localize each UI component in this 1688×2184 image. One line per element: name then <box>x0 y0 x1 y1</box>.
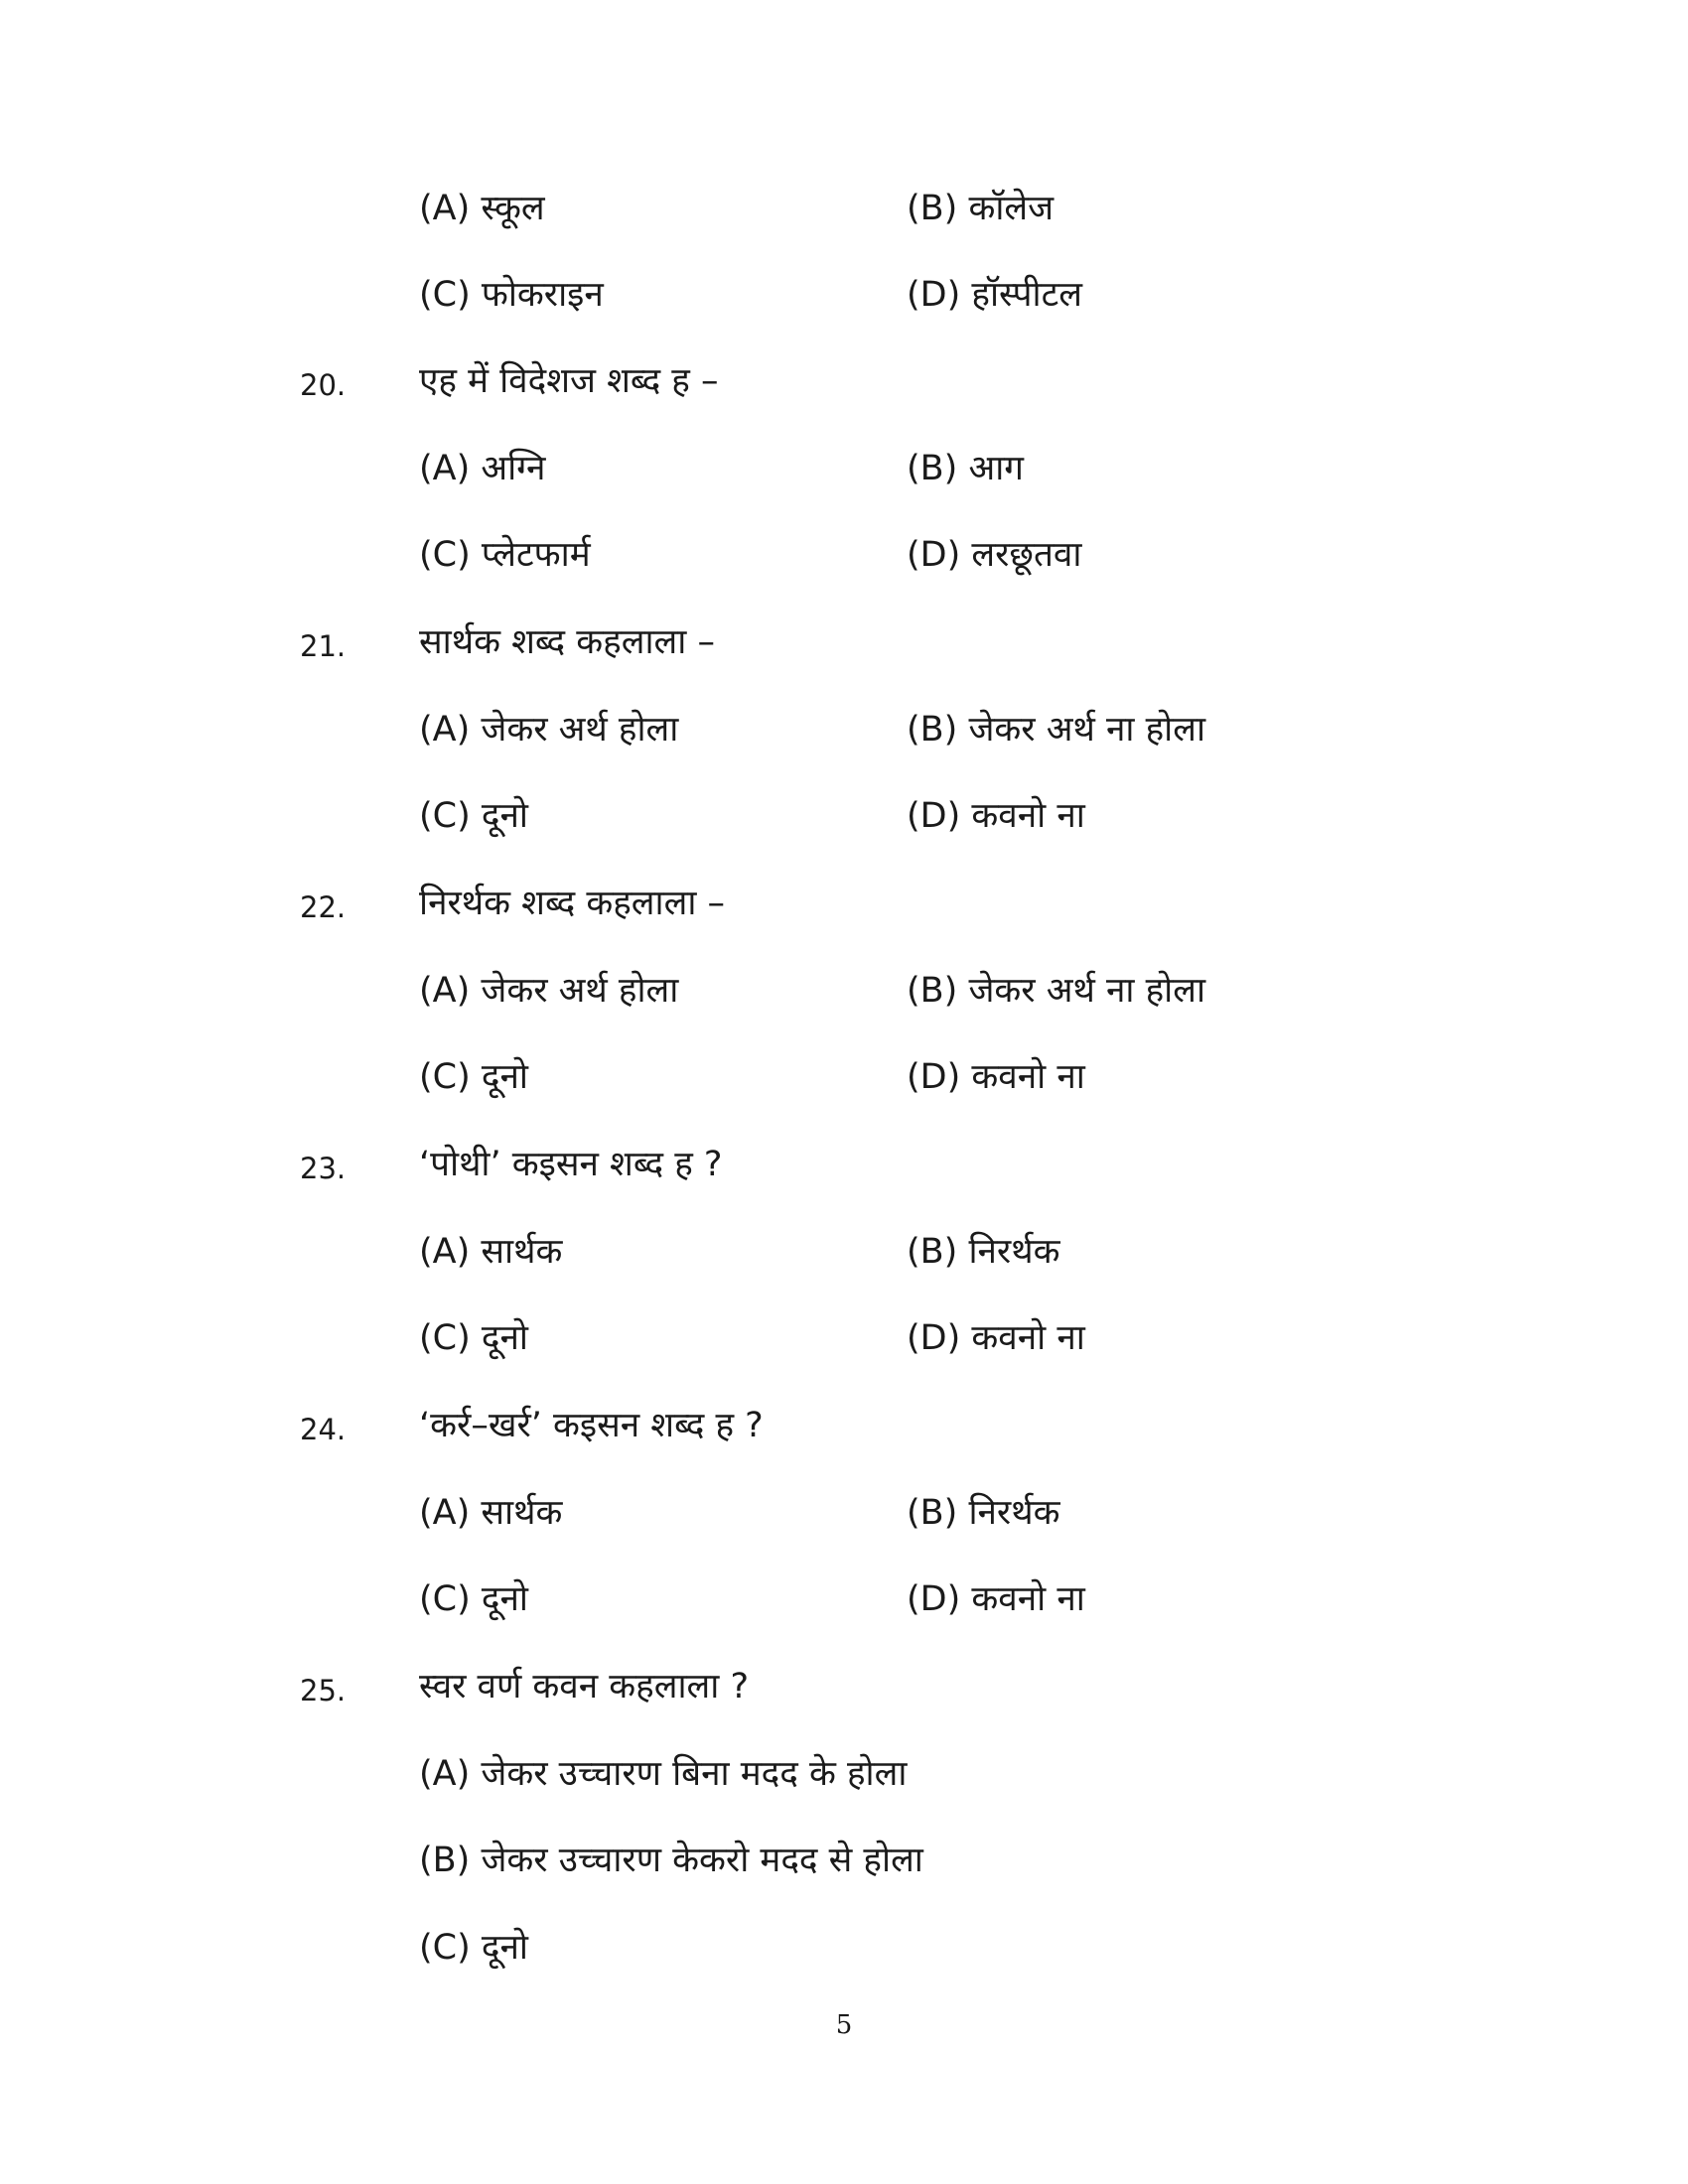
option-c: (C) दूनो <box>419 796 528 836</box>
option-c: (C) दूनो <box>419 1318 528 1358</box>
question-25 <box>0 1657 1688 1716</box>
option-c: (C) फोकराइन <box>419 275 604 315</box>
question-number: 23. <box>300 1152 347 1185</box>
option-row <box>0 525 1688 585</box>
option-a: (A) जेकर अर्थ होला <box>419 971 679 1011</box>
question-text: ‘पोथी’ कइसन शब्द ह ? <box>419 1145 723 1184</box>
question-text: स्वर वर्ण कवन कहलाला ? <box>419 1667 750 1706</box>
question-24 <box>0 1396 1688 1455</box>
option-a: (A) जेकर अर्थ होला <box>419 710 679 750</box>
question-20 <box>0 351 1688 411</box>
option-d: (D) कवनो ना <box>907 1318 1085 1358</box>
question-text: निरर्थक शब्द कहलाला – <box>419 884 726 923</box>
question-number: 22. <box>300 890 347 924</box>
option-b: (B) जेकर उच्चारण केकरो मदद से होला <box>419 1841 923 1880</box>
option-b: (B) जेकर अर्थ ना होला <box>907 710 1206 750</box>
option-row <box>0 1222 1688 1282</box>
option-c: (C) प्लेटफार्म <box>419 535 591 575</box>
question-text: सार्थक शब्द कहलाला – <box>419 622 715 662</box>
question-text: एह में विदेशज शब्द ह – <box>419 361 719 401</box>
option-row <box>0 439 1688 498</box>
option-d: (D) कवनो ना <box>907 1057 1085 1097</box>
option-a: (A) अग्नि <box>419 449 546 488</box>
option-a: (A) स्कूल <box>419 189 545 228</box>
option-row <box>0 1570 1688 1629</box>
option-row <box>0 179 1688 238</box>
option-c: (C) दूनो <box>419 1579 528 1619</box>
option-b: (B) जेकर अर्थ ना होला <box>907 971 1206 1011</box>
option-row <box>0 1308 1688 1368</box>
option-row <box>0 1483 1688 1543</box>
option-a: (A) सार्थक <box>419 1232 563 1272</box>
option-row <box>0 1744 1688 1804</box>
question-text: ‘कर्र–खर्र’ कइसन शब्द ह ? <box>419 1406 764 1445</box>
option-row <box>0 786 1688 846</box>
question-23 <box>0 1135 1688 1194</box>
option-b: (B) आग <box>907 449 1024 488</box>
page-number: 5 <box>835 2010 853 2040</box>
question-number: 24. <box>300 1413 347 1446</box>
option-a: (A) सार्थक <box>419 1493 563 1533</box>
question-21 <box>0 613 1688 672</box>
option-d: (D) हॉस्पीटल <box>907 275 1082 315</box>
option-row <box>0 1831 1688 1890</box>
option-c: (C) दूनो <box>419 1057 528 1097</box>
question-number: 21. <box>300 629 347 663</box>
option-row <box>0 1047 1688 1107</box>
question-22 <box>0 874 1688 933</box>
option-row <box>0 700 1688 759</box>
question-number: 20. <box>300 368 347 402</box>
option-row <box>0 1918 1688 1978</box>
question-number: 25. <box>300 1674 347 1707</box>
option-row <box>0 265 1688 325</box>
option-d: (D) लरछूतवा <box>907 535 1082 575</box>
option-a: (A) जेकर उच्चारण बिना मदद के होला <box>419 1754 908 1794</box>
option-b: (B) कॉलेज <box>907 189 1055 228</box>
option-b: (B) निरर्थक <box>907 1232 1060 1272</box>
option-d: (D) कवनो ना <box>907 796 1085 836</box>
option-b: (B) निरर्थक <box>907 1493 1060 1533</box>
option-row <box>0 961 1688 1021</box>
option-d: (D) कवनो ना <box>907 1579 1085 1619</box>
option-c: (C) दूनो <box>419 1928 528 1968</box>
